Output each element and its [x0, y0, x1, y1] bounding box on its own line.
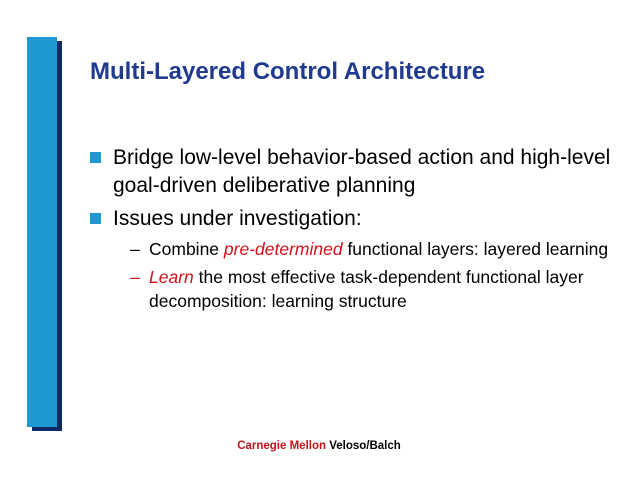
sub-bullet-text-post: functional layers: layered learning — [342, 239, 609, 259]
footer — [0, 440, 638, 452]
sub-bullet-text-pre: Combine — [149, 239, 224, 259]
dash-bullet-icon: – — [130, 239, 140, 259]
footer-authors: Veloso/Balch — [329, 440, 401, 452]
dash-bullet-icon: – — [130, 267, 140, 287]
bullet-item — [90, 205, 630, 313]
sub-bullet-item — [130, 237, 630, 261]
bullet-text: Bridge low-level behavior-based action and high-level goal-driven deliberative planning — [113, 146, 611, 197]
sub-bullet-item — [130, 265, 630, 313]
square-bullet-icon — [90, 152, 101, 163]
bullet-list — [90, 144, 630, 313]
slide-title: Multi-Layered Control Architecture — [90, 58, 486, 85]
footer-org: Carnegie Mellon — [237, 440, 327, 452]
bullet-item — [90, 144, 630, 200]
sub-bullet-list — [130, 237, 630, 313]
sub-bullet-emphasis: Learn — [149, 267, 194, 287]
square-bullet-icon — [90, 213, 101, 224]
accent-bar — [27, 37, 57, 427]
sub-bullet-text-post: the most effective task-dependent functional layer decomposition: learning structure — [149, 267, 584, 311]
bullet-text: Issues under investigation: — [113, 207, 362, 230]
sub-bullet-emphasis: pre-determined — [223, 239, 343, 259]
